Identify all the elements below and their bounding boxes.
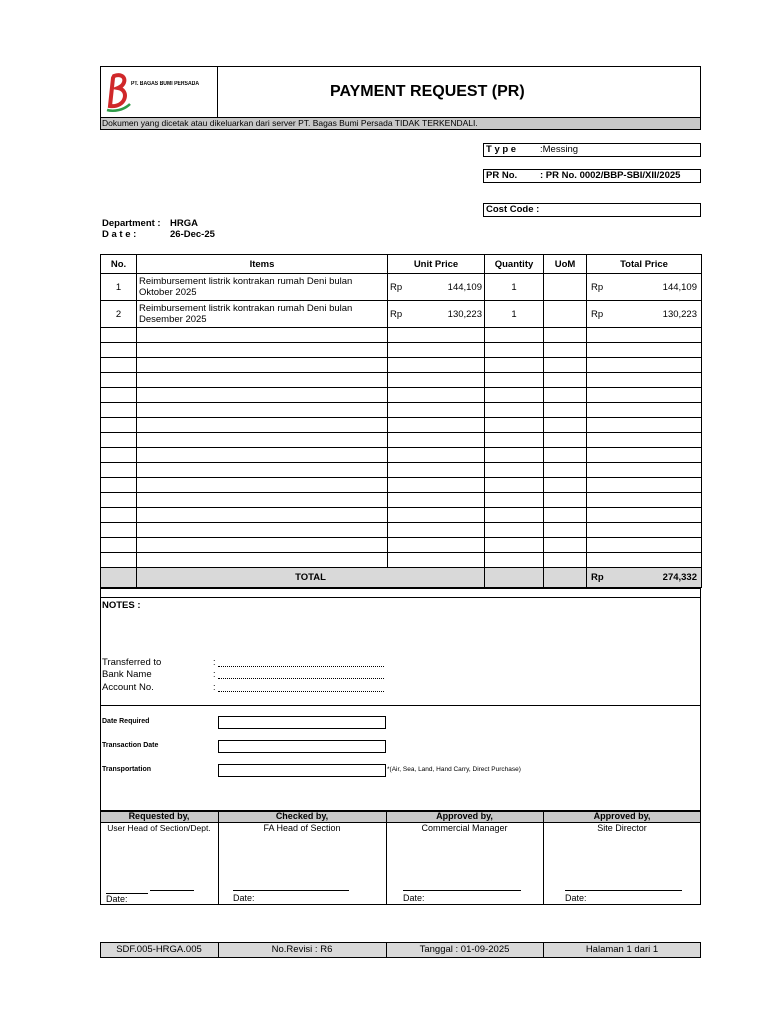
empty-cell	[544, 343, 587, 358]
empty-cell	[101, 418, 137, 433]
empty-cell	[587, 373, 702, 388]
page-title: PAYMENT REQUEST (PR)	[330, 83, 525, 100]
empty-cell	[388, 373, 485, 388]
empty-cell	[101, 388, 137, 403]
empty-cell	[587, 538, 702, 553]
row-unit-value: 144,109	[447, 281, 482, 293]
empty-cell	[544, 418, 587, 433]
row-total	[587, 301, 702, 328]
empty-cell	[388, 508, 485, 523]
approved-by-date-2: Date:	[565, 893, 587, 903]
empty-table-row	[101, 373, 702, 388]
signature-line[interactable]	[565, 890, 682, 891]
bank-name-label: Bank Name	[102, 669, 152, 680]
footer-date: Tanggal : 01-09-2025	[419, 944, 510, 955]
notes-box	[100, 588, 701, 706]
empty-cell	[137, 523, 388, 538]
empty-table-row	[101, 508, 702, 523]
empty-cell	[587, 358, 702, 373]
empty-table-row	[101, 493, 702, 508]
empty-cell	[101, 433, 137, 448]
empty-cell	[388, 343, 485, 358]
empty-cell	[544, 388, 587, 403]
empty-cell	[485, 418, 544, 433]
empty-table-row	[101, 463, 702, 478]
empty-cell	[544, 463, 587, 478]
empty-cell	[137, 343, 388, 358]
empty-cell	[485, 508, 544, 523]
company-name: PT. BAGAS BUMI PERSADA	[131, 81, 200, 87]
table-row	[101, 301, 702, 328]
total-currency: Rp	[591, 572, 604, 583]
empty-cell	[137, 448, 388, 463]
empty-cell	[388, 328, 485, 343]
disclaimer-text: Dokumen yang dicetak atau dikeluarkan dari server PT. Bagas Bumi Persada TIDAK TERKENDALI.	[102, 118, 478, 128]
footer-page: Halaman 1 dari 1	[585, 944, 659, 955]
transaction-date-input[interactable]	[218, 740, 386, 753]
empty-cell	[544, 553, 587, 568]
row-item: Reimbursement listrik kontrakan rumah Deni bulan Desember 2025	[137, 301, 388, 328]
empty-cell	[485, 373, 544, 388]
empty-cell	[101, 328, 137, 343]
empty-cell	[137, 373, 388, 388]
empty-cell	[485, 388, 544, 403]
dates-box	[100, 705, 701, 811]
empty-cell	[587, 388, 702, 403]
empty-cell	[587, 478, 702, 493]
empty-cell	[587, 493, 702, 508]
empty-table-row	[101, 328, 702, 343]
requested-by-role: User Head of Section/Dept.	[107, 823, 211, 833]
empty-cell	[388, 388, 485, 403]
empty-table-row	[101, 403, 702, 418]
account-no-label: Account No.	[102, 682, 154, 693]
empty-cell	[101, 463, 137, 478]
empty-cell	[388, 493, 485, 508]
empty-cell	[101, 493, 137, 508]
colon-mark: :	[213, 657, 216, 667]
empty-table-row	[101, 343, 702, 358]
transferred-to-field[interactable]	[218, 666, 384, 667]
row-quantity: 1	[485, 301, 544, 328]
header-uom: UoM	[544, 255, 587, 274]
empty-cell	[137, 463, 388, 478]
header-no: No.	[101, 255, 137, 274]
empty-cell	[587, 403, 702, 418]
pr-value: : PR No. 0002/BBP-SBI/XII/2025	[540, 170, 681, 181]
empty-cell	[101, 448, 137, 463]
empty-cell	[388, 538, 485, 553]
table-header-row	[101, 255, 702, 274]
signature-line[interactable]	[233, 890, 349, 891]
empty-cell	[137, 403, 388, 418]
empty-cell	[544, 358, 587, 373]
transportation-label: Transportation	[102, 766, 152, 773]
empty-table-row	[101, 523, 702, 538]
empty-cell	[587, 418, 702, 433]
empty-cell	[544, 433, 587, 448]
total-blank	[485, 568, 544, 588]
row-unit-price	[388, 301, 485, 328]
requested-by-title: Requested by,	[128, 811, 190, 821]
empty-cell	[544, 328, 587, 343]
total-row	[101, 568, 702, 588]
row-currency: Rp	[390, 308, 403, 320]
empty-table-row	[101, 388, 702, 403]
header-items: Items	[137, 255, 388, 274]
empty-cell	[485, 538, 544, 553]
empty-cell	[101, 403, 137, 418]
empty-cell	[485, 433, 544, 448]
approved-by-title-1: Approved by,	[436, 811, 493, 821]
transaction-date-label: Transaction Date	[102, 742, 159, 749]
empty-cell	[544, 538, 587, 553]
row-unit-price	[388, 274, 485, 301]
colon-mark: :	[213, 682, 216, 692]
empty-table-row	[101, 538, 702, 553]
empty-cell	[137, 478, 388, 493]
empty-cell	[485, 553, 544, 568]
empty-cell	[101, 538, 137, 553]
empty-cell	[101, 523, 137, 538]
empty-cell	[544, 523, 587, 538]
row-uom	[544, 274, 587, 301]
approved-by-role-2: Site Director	[597, 823, 647, 833]
empty-cell	[137, 388, 388, 403]
total-blank	[101, 568, 137, 588]
empty-cell	[388, 403, 485, 418]
account-no-field[interactable]	[218, 691, 384, 692]
approved-by-title-2: Approved by,	[593, 811, 651, 821]
department-value: HRGA	[170, 218, 198, 229]
empty-cell	[587, 553, 702, 568]
total-label: TOTAL	[137, 568, 485, 588]
empty-cell	[137, 538, 388, 553]
total-amount	[587, 568, 702, 588]
empty-cell	[101, 508, 137, 523]
footer-doc-code: SDF.005-HRGA.005	[116, 944, 202, 955]
empty-cell	[101, 553, 137, 568]
signature-line[interactable]	[150, 890, 194, 891]
row-total-currency: Rp	[591, 308, 604, 320]
row-item: Reimbursement listrik kontrakan rumah Deni bulan Oktober 2025	[137, 274, 388, 301]
row-no: 2	[101, 301, 137, 328]
empty-cell	[587, 523, 702, 538]
empty-cell	[544, 373, 587, 388]
empty-cell	[544, 493, 587, 508]
empty-cell	[137, 508, 388, 523]
transportation-input[interactable]	[218, 764, 386, 777]
empty-table-row	[101, 448, 702, 463]
empty-table-row	[101, 358, 702, 373]
row-total-currency: Rp	[591, 281, 604, 293]
date-required-input[interactable]	[218, 716, 386, 729]
company-logo	[104, 70, 134, 114]
empty-cell	[101, 343, 137, 358]
empty-cell	[388, 418, 485, 433]
empty-cell	[388, 523, 485, 538]
empty-cell	[388, 433, 485, 448]
empty-cell	[544, 448, 587, 463]
empty-cell	[485, 403, 544, 418]
date-label: D a t e :	[102, 229, 137, 240]
empty-cell	[587, 433, 702, 448]
empty-cell	[544, 508, 587, 523]
empty-cell	[137, 553, 388, 568]
checked-by-role: FA Head of Section	[263, 823, 341, 833]
empty-cell	[587, 448, 702, 463]
empty-table-row	[101, 433, 702, 448]
row-currency: Rp	[390, 281, 403, 293]
empty-cell	[101, 478, 137, 493]
row-no: 1	[101, 274, 137, 301]
total-value: 274,332	[662, 572, 697, 583]
empty-cell	[137, 493, 388, 508]
empty-cell	[388, 463, 485, 478]
header-quantity: Quantity	[485, 255, 544, 274]
header-unit-price: Unit Price	[388, 255, 485, 274]
pr-label: PR No.	[486, 170, 518, 181]
table-row	[101, 274, 702, 301]
signature-line[interactable]	[403, 890, 521, 891]
total-blank	[544, 568, 587, 588]
empty-cell	[485, 343, 544, 358]
empty-cell	[485, 493, 544, 508]
empty-table-row	[101, 418, 702, 433]
row-total-value: 130,223	[662, 308, 697, 320]
transportation-note: *(Air, Sea, Land, Hand Carry, Direct Purchase)	[387, 766, 521, 773]
row-total	[587, 274, 702, 301]
empty-cell	[388, 448, 485, 463]
footer-revision: No.Revisi : R6	[271, 944, 333, 955]
empty-table-row	[101, 553, 702, 568]
bank-name-field[interactable]	[218, 678, 384, 679]
notes-divider	[100, 597, 701, 598]
row-unit-value: 130,223	[447, 308, 482, 320]
header-total-price: Total Price	[587, 255, 702, 274]
row-quantity: 1	[485, 274, 544, 301]
empty-cell	[137, 418, 388, 433]
empty-cell	[388, 553, 485, 568]
empty-cell	[485, 478, 544, 493]
header-divider	[217, 66, 218, 118]
type-label: T y p e	[486, 144, 517, 155]
empty-table-row	[101, 478, 702, 493]
empty-cell	[388, 478, 485, 493]
empty-cell	[587, 508, 702, 523]
empty-cell	[544, 478, 587, 493]
row-uom	[544, 301, 587, 328]
requested-by-date: Date:	[106, 893, 148, 904]
checked-by-date: Date:	[233, 893, 255, 903]
empty-cell	[137, 433, 388, 448]
row-total-value: 144,109	[662, 281, 697, 293]
items-table	[100, 254, 702, 588]
empty-cell	[137, 328, 388, 343]
empty-cell	[388, 358, 485, 373]
empty-cell	[485, 358, 544, 373]
colon-mark: :	[213, 669, 216, 679]
type-value: :Messing	[540, 144, 579, 155]
notes-label: NOTES :	[102, 600, 141, 611]
empty-cell	[101, 373, 137, 388]
approved-by-role-1: Commercial Manager	[421, 823, 508, 833]
empty-cell	[544, 403, 587, 418]
empty-cell	[587, 328, 702, 343]
empty-cell	[485, 328, 544, 343]
empty-cell	[587, 343, 702, 358]
empty-cell	[485, 523, 544, 538]
date-value: 26-Dec-25	[170, 229, 215, 240]
checked-by-title: Checked by,	[275, 811, 329, 821]
empty-cell	[485, 448, 544, 463]
empty-cell	[485, 463, 544, 478]
approved-by-date-1: Date:	[403, 893, 425, 903]
empty-cell	[137, 358, 388, 373]
cost-code-label: Cost Code :	[486, 204, 540, 215]
empty-cell	[101, 358, 137, 373]
date-required-label: Date Required	[102, 718, 150, 725]
department-label: Department :	[102, 218, 161, 229]
empty-cell	[587, 463, 702, 478]
transferred-to-label: Transferred to	[102, 657, 162, 668]
